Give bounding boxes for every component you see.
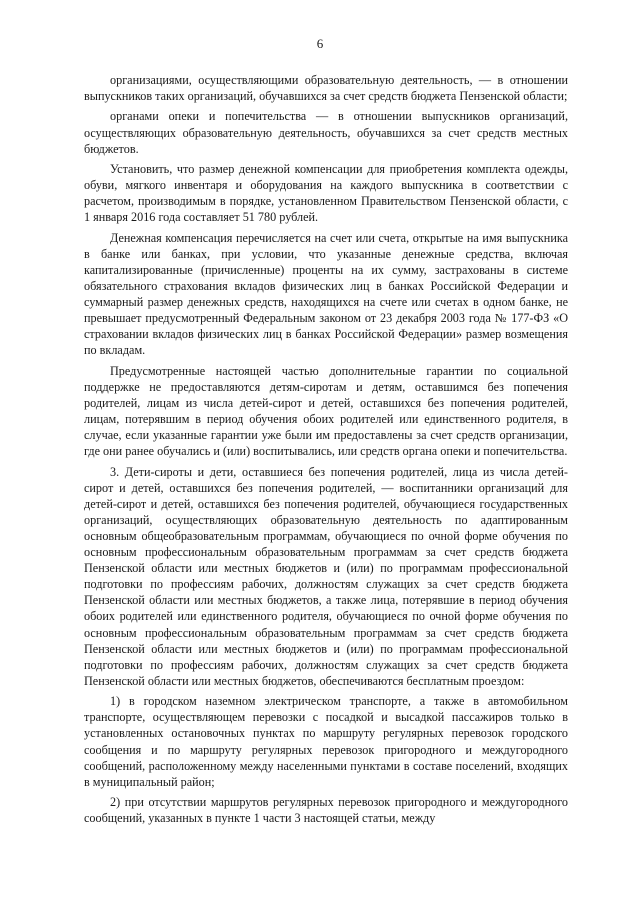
paragraph-item-2-no-routes: 2) при отсутствии маршрутов регулярных перевозок пригородного и междугородного сообщений, указанных в пункте 1 части 3 настоящей статьи, между bbox=[84, 795, 568, 826]
paragraph-guardianship-bodies: органами опеки и попечительства — в отношении выпускников организаций, осуществляющих образовательную деятельность, обучавшихся за счет средств местных бюджетов. bbox=[84, 109, 568, 156]
document-body bbox=[84, 72, 568, 831]
page-number: 6 bbox=[316, 36, 324, 51]
paragraph-compensation-amount: Установить, что размер денежной компенсации для приобретения комплекта одежды, обуви, мягкого инвентаря и оборудования на каждого выпускника в соответствии с расчетом, производимым в порядке, установленном Правительством Пензенской области, с 1 января 2016 года составляет 51 780 рублей. bbox=[84, 162, 568, 225]
paragraph-guarantees-exclusion: Предусмотренные настоящей частью дополнительные гарантии по социальной поддержке не предоставляются детям-сиротам и детям, оставшимся без попечения родителей, лицам из числа детей-сирот и детей, оставшихся без попечения родителей, лицам, потерявшим в период обучения обоих родителей или единственного родителя, в случае, если указанные гарантии уже были им предоставлены за счет средств организации, где они ранее обучались и (или) воспитывались, или средств органа опеки и попечительства. bbox=[84, 363, 568, 459]
paragraph-item-1-urban-transport: 1) в городском наземном электрическом транспорте, а также в автомобильном транспорте, осуществляющем перевозки с посадкой и высадкой пассажиров только в установленных остановочных пунктах по маршруту регулярных перевозок городского сообщения и по маршруту регулярных перевозок пригородного и междугородного сообщений, расположенному между населенными пунктами в составе поселений, входящих в муниципальный район; bbox=[84, 694, 568, 789]
paragraph-compensation-transfer: Денежная компенсация перечисляется на счет или счета, открытые на имя выпускника в банке или банках, при условии, что указанные денежные средства, включая капитализированные (причисленные) проценты на их сумму, застрахованы в системе обязательного страхования вкладов физических лиц в банках Российской Федерации и суммарный размер денежных средств, находящихся на счете или счетах в одном банке, не превышает предусмотренный Федеральным законом от 23 декабря 2003 года № 177-ФЗ «О страховании вкладов физических лиц в банках Российской Федерации» размер возмещения по вкладам. bbox=[84, 230, 568, 358]
paragraph-free-travel-eligibility: 3. Дети-сироты и дети, оставшиеся без попечения родителей, лица из числа детей-сирот и детей, оставшихся без попечения родителей, — воспитанники организаций для детей-сирот и детей, оставшихся без попечения родителей, обучающиеся государственных организаций, осуществляющих образовательную деятельность по адаптированным основным общеобразовательным программам, обучающиеся по очной форме обучения по основным профессиональным образовательным программам за счет средств бюджета Пензенской области или местных бюджетов и (или) по программам профессиональной подготовки по профессиям рабочих, должностям служащих за счет средств бюджета Пензенской области или местных бюджетов, а также лица, потерявшие в период обучения обоих родителей или единственного родителя, обучающиеся по очной форме обучения по основным профессиональным образовательным программам за счет средств бюджета Пензенской области или местных бюджетов и (или) по программам профессиональной подготовки по профессиям рабочих, должностям служащих за счет средств бюджета Пензенской области или местных бюджетов, обеспечиваются бесплатным проездом: bbox=[84, 464, 568, 688]
paragraph-educational-organizations: организациями, осуществляющими образовательную деятельность, — в отношении выпускников таких организаций, обучавшихся за счет средств бюджета Пензенской области; bbox=[84, 73, 568, 104]
